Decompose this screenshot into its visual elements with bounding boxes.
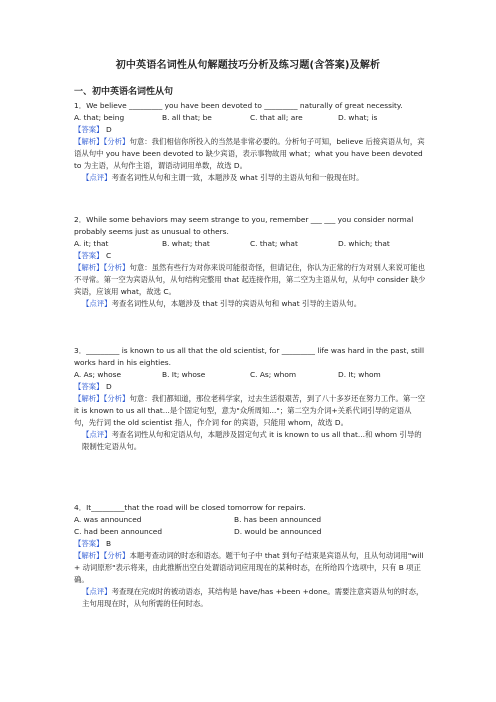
answer-line	[74, 381, 426, 393]
comment-text: 【点评】考查名词性从句和定语从句，本题涉及固定句式 it is known to us all that...和 whom 引导的限制性定语从句。	[82, 430, 422, 451]
question-text: 4．It_________that the road will be closed tomorrow for repairs.	[74, 503, 306, 512]
answer-value: B	[105, 539, 112, 548]
analysis-text: 【解析】【分析】句意：虽然有些行为对你来说可能很奇怪，但请记住，你认为正常的行为对别人来说可能也不寻常。第一空为宾语从句，从句结构完整用 that 起连接作用，第二空为主语从句，从句中 consider 缺少宾语，应该用 what，故选 C。	[74, 263, 426, 296]
label-tag: 【解析】【分析】	[74, 263, 130, 272]
option-a: A. As; whose	[74, 370, 122, 379]
option-b: B. what; that	[162, 239, 210, 248]
option-b: B. It; whose	[162, 370, 206, 379]
option-c: C. that; what	[250, 239, 298, 248]
question-block-4	[74, 502, 426, 610]
answer-tag: 【答案】	[74, 125, 104, 134]
answer-value: C	[105, 251, 112, 260]
comment-text: 【点评】考查名词性从句，本题涉及 that 引导的宾语从句和 what 引导的主语从句。	[82, 299, 362, 308]
question-text: 1．We believe _________ you have been devoted to _________ naturally of great necessity.	[74, 101, 403, 110]
answer-tag: 【答案】	[74, 382, 104, 391]
question-block-1	[74, 100, 426, 184]
analysis-text: 【解析】【分析】句意：我们相信你所投入的当然是非常必要的。分析句子可知，believe 后接宾语从句，宾语从句中 you have been devoted to 缺少宾语，表示事物故用 what；what you have been devoted to 为主语，从句作主语，谓语动词用单数，故选 D。	[74, 137, 425, 170]
option-d: D. It; whom	[338, 370, 381, 379]
comment-text: 【点评】考查现在完成时的被动语态，其结构是 have/has +been +done。需要注意宾语从句的时态，主句用现在时，从句所需的任何时态。	[82, 587, 424, 608]
label-tag: 【点评】	[82, 173, 112, 182]
label-tag: 【点评】	[82, 587, 112, 596]
label-tag: 【解析】【分析】	[74, 551, 130, 560]
label-tag: 【点评】	[82, 299, 112, 308]
option-c: C. had been announced	[74, 527, 163, 536]
label-tag: 【点评】	[82, 430, 112, 439]
option-b: B. all that; be	[162, 113, 212, 122]
options-row-1	[74, 514, 426, 526]
option-c: C. that all; are	[250, 113, 303, 122]
answer-line	[74, 538, 426, 550]
option-d: D. which; that	[338, 239, 390, 248]
option-b: B. has been announced	[234, 515, 322, 524]
options-row	[74, 112, 426, 124]
label-tag: 【解析】【分析】	[74, 394, 130, 403]
option-d: D. would be announced	[234, 527, 322, 536]
answer-line	[74, 124, 426, 136]
options-row-2	[74, 526, 426, 538]
comment-text: 【点评】考查名词性从句和主谓一致，本题涉及 what 引导的主语从句和一般现在时。	[82, 173, 364, 182]
option-a: A. was announced	[74, 515, 142, 524]
answer-line	[74, 250, 426, 262]
question-text: 2．While some behaviors may seem strange to you, remember ___ ___ you consider normal probably seems just as unusual to others.	[74, 215, 414, 236]
option-a: A. that; being	[74, 113, 125, 122]
answer-tag: 【答案】	[74, 251, 104, 260]
answer-value: D	[105, 125, 112, 134]
option-c: C. As; whom	[250, 370, 297, 379]
answer-tag: 【答案】	[74, 539, 104, 548]
option-a: A. it; that	[74, 239, 109, 248]
label-tag: 【解析】【分析】	[74, 137, 130, 146]
option-d: D. what; is	[338, 113, 378, 122]
options-row	[74, 369, 426, 381]
section-heading: 一、初中英语名词性从句	[74, 87, 174, 97]
options-row	[74, 238, 426, 250]
analysis-text: 【解析】【分析】本题考查动词的时态和语态。题干句子中 that 到句子结束是宾语从句，且从句动词用"will + 动词原形"表示将来，由此推断出空白处谓语动词应用现在的某种时态，在所给四个选项中，只有 B 项正确。	[74, 551, 424, 584]
analysis-text: 【解析】【分析】句意：我们都知道，那位老科学家，过去生活很艰苦，到了八十多岁还在努力工作。第一空 it is known to us all that...是个固定句型，意为"众所周知..."；第二空为介词+关系代词引导的定语从句，先行词 the old scientist 指人，作介词 for 的宾语，只能用 whom，故选 D。	[74, 394, 426, 427]
answer-value: D	[105, 382, 112, 391]
document-title: 初中英语名词性从句解题技巧分析及练习题(含答案)及解析	[115, 60, 381, 71]
question-block-2	[74, 214, 426, 310]
question-block-3	[74, 345, 426, 453]
question-text: 3．_________ is known to us all that the old scientist, for _________ life was hard in the past, still works hard in his eighties.	[74, 346, 425, 367]
